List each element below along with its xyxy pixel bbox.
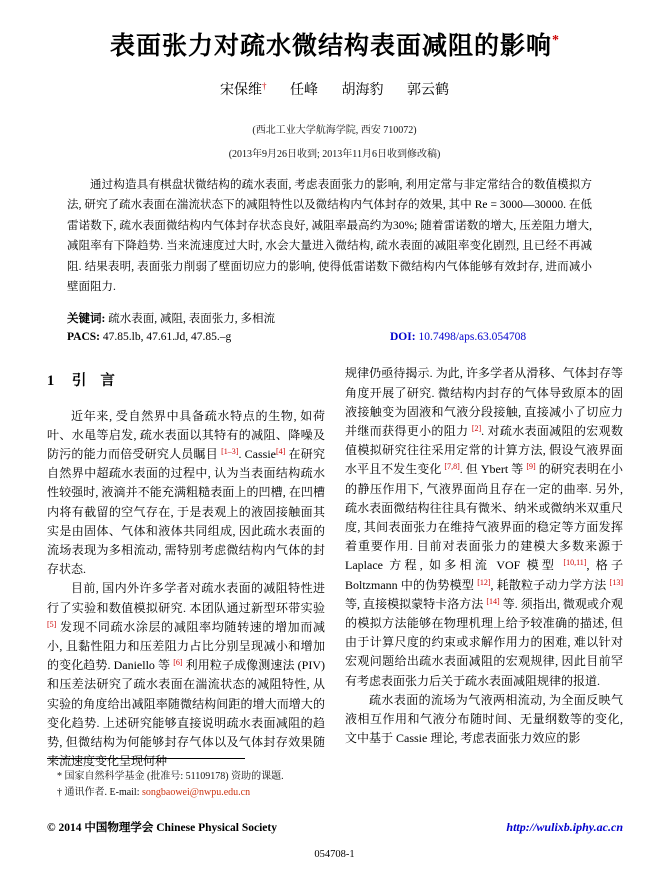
keywords-label: 关键词:	[67, 313, 106, 326]
keywords-row	[67, 310, 592, 326]
paragraph: 规律仍亟待揭示. 为此, 许多学者从滑移、气体封存等角度开展了研究. 微结构内封存的气体导致原本的固液接触变为固液和气液分段接触, 直接减小了切应力并继而获得更小的阻力 [2]. 对疏水表面减阻的宏观数值模拟研究往往采用定常的计算方法, 假设气液界面水平且不发生变化 [7,8]. 但 Ybert 等 [9] 的研究表明在小的静压作用下, 气液界面尚且存在一定的曲率. 另外, 疏水表面微结构往往具有微米、纳米或微纳米双重尺度, 其间表面张力在维持气液界面的稳定等方面发挥着重要作用. 目前对表面张力的建模大多数来源于 Laplace 方程, 如多相流 VOF 模型 [10,11], 格子 Boltzmann 中的伪势模型 [12], 耗散粒子动力学方法 [13] 等, 直接模拟蒙特卡洛方法 [14] 等. 须指出, 微观或介观的模拟方法能够在物理机理上给予较准确的描述, 但由于计算尺度的约束或求解作用力的困难, 难以针对宏观问题给出疏水表面减阻的宏观规律, 因此目前罕有考虑表面张力后关于疏水表面减阻规律的报道.	[345, 366, 623, 688]
citation-marker: [1–3]	[221, 447, 239, 457]
citation-marker: [4]	[276, 447, 286, 457]
citation-marker: [5]	[47, 619, 57, 629]
author-name: 郭云鹤	[407, 83, 449, 98]
section-1-heading	[47, 372, 325, 391]
paragraph: 目前, 国内外许多学者对疏水表面的减阻特性进行了实验和数值模拟研究. 本团队通过新型环带实验 [5] 发现不同疏水涂层的减阻率均随转速的增加而减小, 且黏性阻力和压差阻力占比分别呈现减小和增加的变化趋势. Daniello 等 [6] 利用粒子成像测速法 (PIV) 和压差法研究了疏水表面在湍流状态的减阻特性, 从实验的角度给出减阻率随微结构间距的增大而增大的变化趋势. 上述研究能够直接说明疏水表面减阻的趋势, 但微结构为何能够封存气体以及气体封存效果随来流速度变化呈现何种	[47, 581, 325, 769]
page-title: 表面张力对疏水微结构表面减阻的影响	[109, 33, 552, 60]
citation-marker: [6]	[173, 658, 183, 668]
corresponding-author-mark: †	[262, 81, 267, 91]
doi-label: DOI:	[390, 331, 416, 344]
author-list	[0, 79, 669, 99]
citation-marker: [9]	[526, 462, 536, 472]
affiliation: (西北工业大学航海学院, 西安 710072)	[252, 125, 417, 136]
pacs-value: 47.85.lb, 47.61.Jd, 47.85.–g	[102, 331, 232, 344]
section-title: 引言	[71, 373, 129, 390]
page-number: 054708-1	[314, 849, 355, 860]
author-name: 宋保维†	[220, 81, 267, 98]
pacs-label: PACS:	[67, 331, 101, 344]
body-columns	[47, 364, 623, 772]
footnote-block	[47, 758, 347, 801]
copyright-notice: © 2014 中国物理学会 Chinese Physical Society	[47, 822, 277, 834]
keywords-value: 疏水表面, 减阻, 表面张力, 多相流	[108, 313, 275, 326]
doi-cell	[390, 331, 592, 343]
citation-marker: [2]	[471, 424, 482, 434]
paragraph: 疏水表面的流场为气液两相流动, 为全面反映气液相互作用和气液分布随时间、无量纲数等的变化, 文中基于 Cassie 理论, 考虑表面张力效应的影	[345, 692, 623, 746]
footnote-dagger-text: † 通讯作者. E-mail:	[57, 787, 142, 798]
pacs-doi-row	[67, 331, 592, 343]
citation-marker: [12]	[477, 577, 491, 587]
email-link[interactable]: songbaowei@nwpu.edu.cn	[142, 787, 251, 798]
pacs-cell	[67, 331, 390, 343]
footnote-rule	[47, 758, 245, 759]
abstract: 通过构造具有棋盘状微结构的疏水表面, 考虑表面张力的影响, 利用定常与非定常结合的数值模拟方法, 研究了疏水表面在湍流状态下的减阻特性以及微结构内气体封存的效果, 其中 Re = 3000—30000. 在低雷诺数下, 疏水表面微结构内气体封存状态良好, 减阻率最高约为30%; 随着雷诺数的增大, 压差阻力增大, 减阻率有下降趋势. 当来流速度过大时, 水会大量进入微结构, 疏水表面的减阻率变化剧烈, 且已经不再减阻. 结果表明, 表面张力削弱了壁面切应力的影响, 使得低雷诺数下微结构内气体能够有效封存, 进而减小壁面阻力.	[67, 179, 592, 294]
corresponding-author-footnote	[47, 785, 347, 801]
author-name: 任峰	[290, 83, 318, 98]
left-column	[47, 364, 325, 772]
section-number: 1	[47, 373, 55, 390]
citation-marker: [14]	[486, 596, 500, 606]
citation-marker: [7,8]	[444, 462, 460, 472]
journal-url-link[interactable]: http://wulixb.iphy.ac.cn	[506, 820, 623, 834]
doi-link[interactable]: 10.7498/aps.63.054708	[418, 331, 527, 344]
received-dates: (2013年9月26日收到; 2013年11月6日收到修改稿)	[228, 149, 441, 160]
copyright-row	[47, 819, 623, 835]
title-row	[0, 0, 669, 62]
paragraph: 近年来, 受自然界中具备疏水特点的生物, 如荷叶、水黾等启发, 疏水表面以其特有的减阻、降噪及防污的能力而倍受研究人员瞩目 [1–3]. Cassie[4] 在研究自然界中超疏水表面的过程中, 认为当表面结构疏水性较强时, 液滴并不能充满粗糙表面上的凹槽, 在凹槽内将有截留的空气存在, 于是表观上的液固接触面其实是由固体、气体和液体共同组成, 因此疏水表面的流场表现为多相流动, 需特别考虑微结构内气体的封存状态.	[47, 408, 325, 577]
author-name: 胡海豹	[341, 83, 384, 98]
right-column	[345, 364, 623, 772]
citation-marker: [13]	[609, 577, 623, 587]
citation-marker: [10,11]	[563, 558, 587, 568]
funding-footnote: * 国家自然科学基金 (批准号: 51109178) 资助的课题.	[57, 771, 284, 782]
title-footnote-mark: *	[552, 33, 559, 48]
